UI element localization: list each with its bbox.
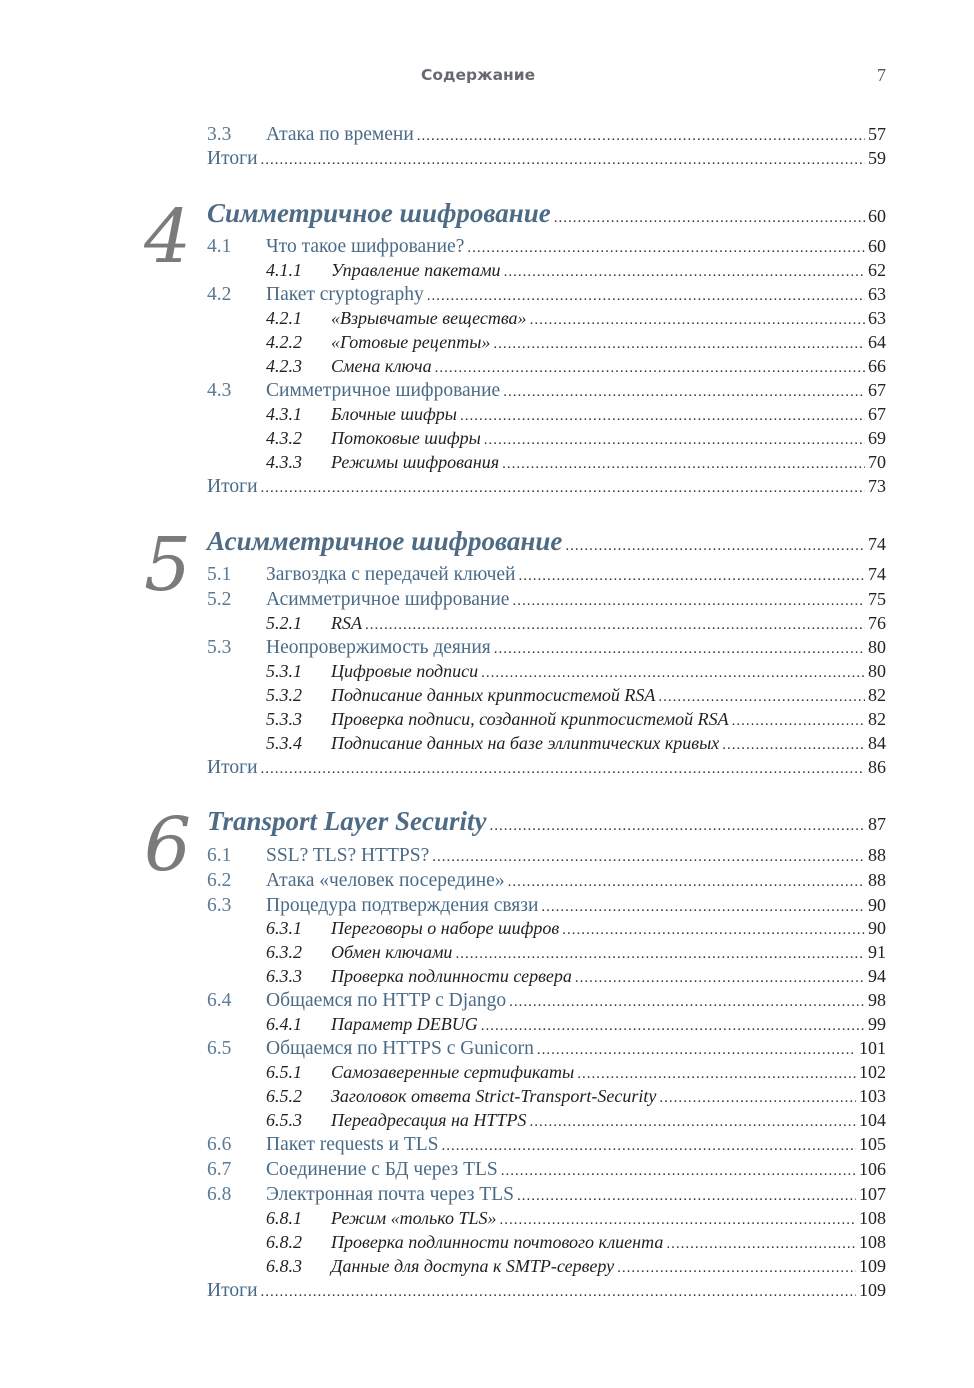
page-ref: 76 xyxy=(868,613,886,633)
page-ref: 59 xyxy=(868,148,886,168)
toc-entry-summary[interactable] xyxy=(207,476,886,500)
subsection-number: 6.8.3 xyxy=(266,1256,302,1276)
page-ref: 80 xyxy=(868,637,886,657)
page-ref: 109 xyxy=(859,1256,886,1276)
toc-subentry[interactable] xyxy=(207,404,886,428)
toc-subentry[interactable] xyxy=(207,685,886,709)
leader-dots xyxy=(261,480,865,497)
subsection-title: Проверка подлинности почтового клиента xyxy=(331,1232,664,1252)
toc-subentry[interactable] xyxy=(207,966,886,990)
page-ref: 66 xyxy=(868,356,886,376)
page-ref: 67 xyxy=(868,380,886,400)
section-title: Асимметричное шифрование xyxy=(266,589,510,610)
toc-subentry[interactable] xyxy=(207,260,886,284)
section-number: 5.2 xyxy=(207,589,232,610)
page-ref: 107 xyxy=(859,1184,886,1204)
toc-entry-summary[interactable] xyxy=(207,1280,886,1304)
leader-dots xyxy=(467,240,865,257)
subsection-number: 5.3.3 xyxy=(266,709,302,729)
subsection-number: 5.3.4 xyxy=(266,733,302,753)
toc-subentry[interactable] xyxy=(207,661,886,685)
page-ref: 105 xyxy=(859,1134,886,1154)
leader-dots xyxy=(481,1018,865,1035)
page-ref: 108 xyxy=(859,1232,886,1252)
leader-dots xyxy=(530,312,865,329)
subsection-number: 4.2.3 xyxy=(266,356,302,376)
toc-entry[interactable] xyxy=(207,895,886,919)
toc-subentry[interactable] xyxy=(207,1014,886,1038)
subsection-title: Потоковые шифры xyxy=(331,428,481,448)
section-title: Итоги xyxy=(207,1280,258,1301)
subsection-title: Блочные шифры xyxy=(331,404,457,424)
page-ref: 69 xyxy=(868,428,886,448)
subsection-title: Подписание данных на базе эллиптических кривых xyxy=(331,733,720,753)
page-ref: 64 xyxy=(868,332,886,352)
toc-entry[interactable] xyxy=(207,845,886,869)
leader-dots xyxy=(501,1163,856,1180)
subsection-number: 4.2.1 xyxy=(266,308,302,328)
leader-dots xyxy=(432,849,865,866)
subsection-number: 6.8.2 xyxy=(266,1232,302,1252)
leader-dots xyxy=(512,593,865,610)
subsection-title: Подписание данных криптосистемой RSA xyxy=(331,685,656,705)
section-title: Процедура подтверждения связи xyxy=(266,895,539,916)
page-ref: 91 xyxy=(868,942,886,962)
leader-dots xyxy=(499,1212,856,1229)
leader-dots xyxy=(435,360,865,377)
section-number: 6.8 xyxy=(207,1184,232,1205)
section-title: Неопровержимость деяния xyxy=(266,637,491,658)
subsection-title: Переговоры о наборе шифров xyxy=(331,918,560,938)
subsection-title: Цифровые подписи xyxy=(331,661,479,681)
page-ref: 106 xyxy=(859,1159,886,1179)
page-ref: 103 xyxy=(859,1086,886,1106)
toc-subentry[interactable] xyxy=(207,428,886,452)
section-title: Общаемся по HTTPS с Gunicorn xyxy=(266,1038,534,1059)
subsection-number: 4.1.1 xyxy=(266,260,302,280)
leader-dots xyxy=(460,408,865,425)
subsection-title: «Готовые рецепты» xyxy=(331,332,491,352)
leader-dots xyxy=(427,288,865,305)
leader-dots xyxy=(659,1090,856,1107)
page-ref: 99 xyxy=(868,1014,886,1034)
section-title: Итоги xyxy=(207,148,258,169)
leader-dots xyxy=(519,568,866,585)
page-ref: 63 xyxy=(868,308,886,328)
leader-dots xyxy=(537,1042,856,1059)
page-ref: 73 xyxy=(868,476,886,496)
subsection-number: 6.8.1 xyxy=(266,1208,302,1228)
section-number: 3.3 xyxy=(207,124,232,145)
leader-dots xyxy=(722,737,865,754)
section-number: 5.3 xyxy=(207,637,232,658)
section-title: Пакет cryptography xyxy=(266,284,424,305)
page-ref: 98 xyxy=(868,990,886,1010)
subsection-title: Режим «только TLS» xyxy=(331,1208,497,1228)
leader-dots xyxy=(504,264,865,281)
section-title: Соединение с БД через TLS xyxy=(266,1159,498,1180)
page-ref: 109 xyxy=(859,1280,886,1300)
leader-dots xyxy=(617,1260,856,1277)
chapter-heading[interactable] xyxy=(207,806,886,840)
subsection-title: Проверка подписи, созданной криптосистемой RSA xyxy=(331,709,729,729)
section-number: 6.1 xyxy=(207,845,232,866)
section-title: Что такое шифрование? xyxy=(266,236,465,257)
section-title: Итоги xyxy=(207,757,258,778)
subsection-title: RSA xyxy=(331,613,362,633)
section-number: 6.7 xyxy=(207,1159,232,1180)
toc-entry-summary[interactable] xyxy=(207,148,886,172)
toc-entry[interactable] xyxy=(207,990,886,1014)
page-ref: 88 xyxy=(868,845,886,865)
toc-entry[interactable] xyxy=(207,1159,886,1183)
toc-subentry[interactable] xyxy=(207,1256,886,1280)
chapter-number: 4 xyxy=(144,194,192,280)
chapter-heading[interactable] xyxy=(207,198,886,232)
running-head-title: Содержание xyxy=(421,66,536,84)
toc-subentry[interactable] xyxy=(207,1232,886,1256)
page-number: 7 xyxy=(877,65,886,85)
section-title: Итоги xyxy=(207,476,258,497)
page-ref: 101 xyxy=(859,1038,886,1058)
subsection-number: 6.3.3 xyxy=(266,966,302,986)
page-ref: 86 xyxy=(868,757,886,777)
subsection-number: 6.4.1 xyxy=(266,1014,302,1034)
subsection-number: 6.3.1 xyxy=(266,918,302,938)
toc-entry[interactable] xyxy=(207,1134,886,1158)
page-ref: 82 xyxy=(868,685,886,705)
toc-subentry[interactable] xyxy=(207,613,886,637)
toc-subentry[interactable] xyxy=(207,308,886,332)
subsection-title: Смена ключа xyxy=(331,356,432,376)
section-number: 6.3 xyxy=(207,895,232,916)
subsection-number: 4.3.1 xyxy=(266,404,302,424)
chapter-title: Асимметричное шифрование xyxy=(207,526,563,556)
subsection-number: 4.3.3 xyxy=(266,452,302,472)
toc-entry[interactable] xyxy=(207,284,886,308)
page-ref: 90 xyxy=(868,918,886,938)
page-ref: 63 xyxy=(868,284,886,304)
leader-dots xyxy=(508,874,865,891)
toc-subentry[interactable] xyxy=(207,356,886,380)
chapter-title: Transport Layer Security xyxy=(207,806,487,836)
toc-subentry[interactable] xyxy=(207,942,886,966)
toc-subentry[interactable] xyxy=(207,1110,886,1134)
section-title: Атака по времени xyxy=(266,124,414,145)
leader-dots xyxy=(575,970,865,987)
toc-entry[interactable] xyxy=(207,124,886,148)
subsection-number: 6.5.2 xyxy=(266,1086,302,1106)
chapter-title: Симметричное шифрование xyxy=(207,198,551,228)
leader-dots xyxy=(562,922,865,939)
leader-dots xyxy=(554,210,865,227)
leader-dots xyxy=(529,1114,856,1131)
subsection-number: 6.3.2 xyxy=(266,942,302,962)
toc-entry[interactable] xyxy=(207,589,886,613)
section-title: Электронная почта через TLS xyxy=(266,1184,514,1205)
subsection-title: Самозаверенные сертификаты xyxy=(331,1062,575,1082)
toc-entry[interactable] xyxy=(207,1184,886,1208)
toc-subentry[interactable] xyxy=(207,918,886,942)
page-ref: 88 xyxy=(868,870,886,890)
toc-entry-summary[interactable] xyxy=(207,757,886,781)
leader-dots xyxy=(509,994,865,1011)
leader-dots xyxy=(442,1138,856,1155)
section-number: 6.2 xyxy=(207,870,232,891)
section-title: SSL? TLS? HTTPS? xyxy=(266,845,430,866)
section-number: 5.1 xyxy=(207,564,232,585)
page-ref: 87 xyxy=(868,814,886,834)
leader-dots xyxy=(365,617,865,634)
leader-dots xyxy=(517,1188,856,1205)
leader-dots xyxy=(417,128,865,145)
subsection-title: Обмен ключами xyxy=(331,942,453,962)
toc-subentry[interactable] xyxy=(207,1062,886,1086)
toc-entry[interactable] xyxy=(207,637,886,661)
section-number: 6.5 xyxy=(207,1038,232,1059)
leader-dots xyxy=(481,665,865,682)
leader-dots xyxy=(455,946,865,963)
chapter-number: 5 xyxy=(144,522,192,608)
page-ref: 67 xyxy=(868,404,886,424)
subsection-title: Параметр DEBUG xyxy=(331,1014,478,1034)
page-ref: 57 xyxy=(868,124,886,144)
toc-subentry[interactable] xyxy=(207,332,886,356)
toc-entry[interactable] xyxy=(207,236,886,260)
section-title: Общаемся по HTTP с Django xyxy=(266,990,507,1011)
subsection-number: 6.5.3 xyxy=(266,1110,302,1130)
toc-subentry[interactable] xyxy=(207,1086,886,1110)
subsection-number: 4.2.2 xyxy=(266,332,302,352)
page-ref: 62 xyxy=(868,260,886,280)
page-ref: 94 xyxy=(868,966,886,986)
leader-dots xyxy=(541,899,865,916)
toc-entry[interactable] xyxy=(207,380,886,404)
section-number: 4.2 xyxy=(207,284,232,305)
toc-entry[interactable] xyxy=(207,1038,886,1062)
section-number: 6.6 xyxy=(207,1134,232,1155)
toc-subentry[interactable] xyxy=(207,709,886,733)
leader-dots xyxy=(490,818,866,835)
subsection-title: Переадресация на HTTPS xyxy=(331,1110,527,1130)
page-ref: 70 xyxy=(868,452,886,472)
chapter-heading[interactable] xyxy=(207,526,886,560)
page-ref: 84 xyxy=(868,733,886,753)
leader-dots xyxy=(658,689,865,706)
page-ref: 74 xyxy=(868,564,886,584)
subsection-title: «Взрывчатые вещества» xyxy=(331,308,527,328)
leader-dots xyxy=(261,1284,856,1301)
subsection-number: 6.5.1 xyxy=(266,1062,302,1082)
page-ref: 90 xyxy=(868,895,886,915)
section-number: 6.4 xyxy=(207,990,232,1011)
subsection-number: 5.3.1 xyxy=(266,661,302,681)
toc-subentry[interactable] xyxy=(207,733,886,757)
leader-dots xyxy=(732,713,865,730)
page-ref: 75 xyxy=(868,589,886,609)
subsection-title: Управление пакетами xyxy=(331,260,501,280)
section-title: Загвоздка с передачей ключей xyxy=(266,564,516,585)
page-ref: 102 xyxy=(859,1062,886,1082)
section-number: 4.3 xyxy=(207,380,232,401)
subsection-title: Данные для доступа к SMTP-серверу xyxy=(331,1256,615,1276)
page-ref: 74 xyxy=(868,534,886,554)
section-number: 4.1 xyxy=(207,236,232,257)
page-ref: 108 xyxy=(859,1208,886,1228)
leader-dots xyxy=(494,641,865,658)
subsection-number: 5.3.2 xyxy=(266,685,302,705)
toc-subentry[interactable] xyxy=(207,1208,886,1232)
subsection-title: Режимы шифрования xyxy=(331,452,500,472)
leader-dots xyxy=(502,456,865,473)
leader-dots xyxy=(666,1236,856,1253)
toc-entry[interactable] xyxy=(207,870,886,894)
leader-dots xyxy=(261,761,865,778)
toc-entry[interactable] xyxy=(207,564,886,588)
subsection-title: Заголовок ответа Strict-Transport-Security xyxy=(331,1086,657,1106)
subsection-title: Проверка подлинности сервера xyxy=(331,966,572,986)
leader-dots xyxy=(493,336,865,353)
leader-dots xyxy=(565,538,865,555)
page-ref: 80 xyxy=(868,661,886,681)
section-title: Атака «человек посередине» xyxy=(266,870,505,891)
page-ref: 82 xyxy=(868,709,886,729)
leader-dots xyxy=(577,1066,856,1083)
toc-subentry[interactable] xyxy=(207,452,886,476)
subsection-number: 5.2.1 xyxy=(266,613,302,633)
leader-dots xyxy=(484,432,865,449)
page-ref: 104 xyxy=(859,1110,886,1130)
page-ref: 60 xyxy=(868,236,886,256)
leader-dots xyxy=(503,384,865,401)
leader-dots xyxy=(261,152,865,169)
page-ref: 60 xyxy=(868,206,886,226)
chapter-number: 6 xyxy=(144,802,192,888)
section-title: Симметричное шифрование xyxy=(266,380,501,401)
section-title: Пакет requests и TLS xyxy=(266,1134,439,1155)
subsection-number: 4.3.2 xyxy=(266,428,302,448)
